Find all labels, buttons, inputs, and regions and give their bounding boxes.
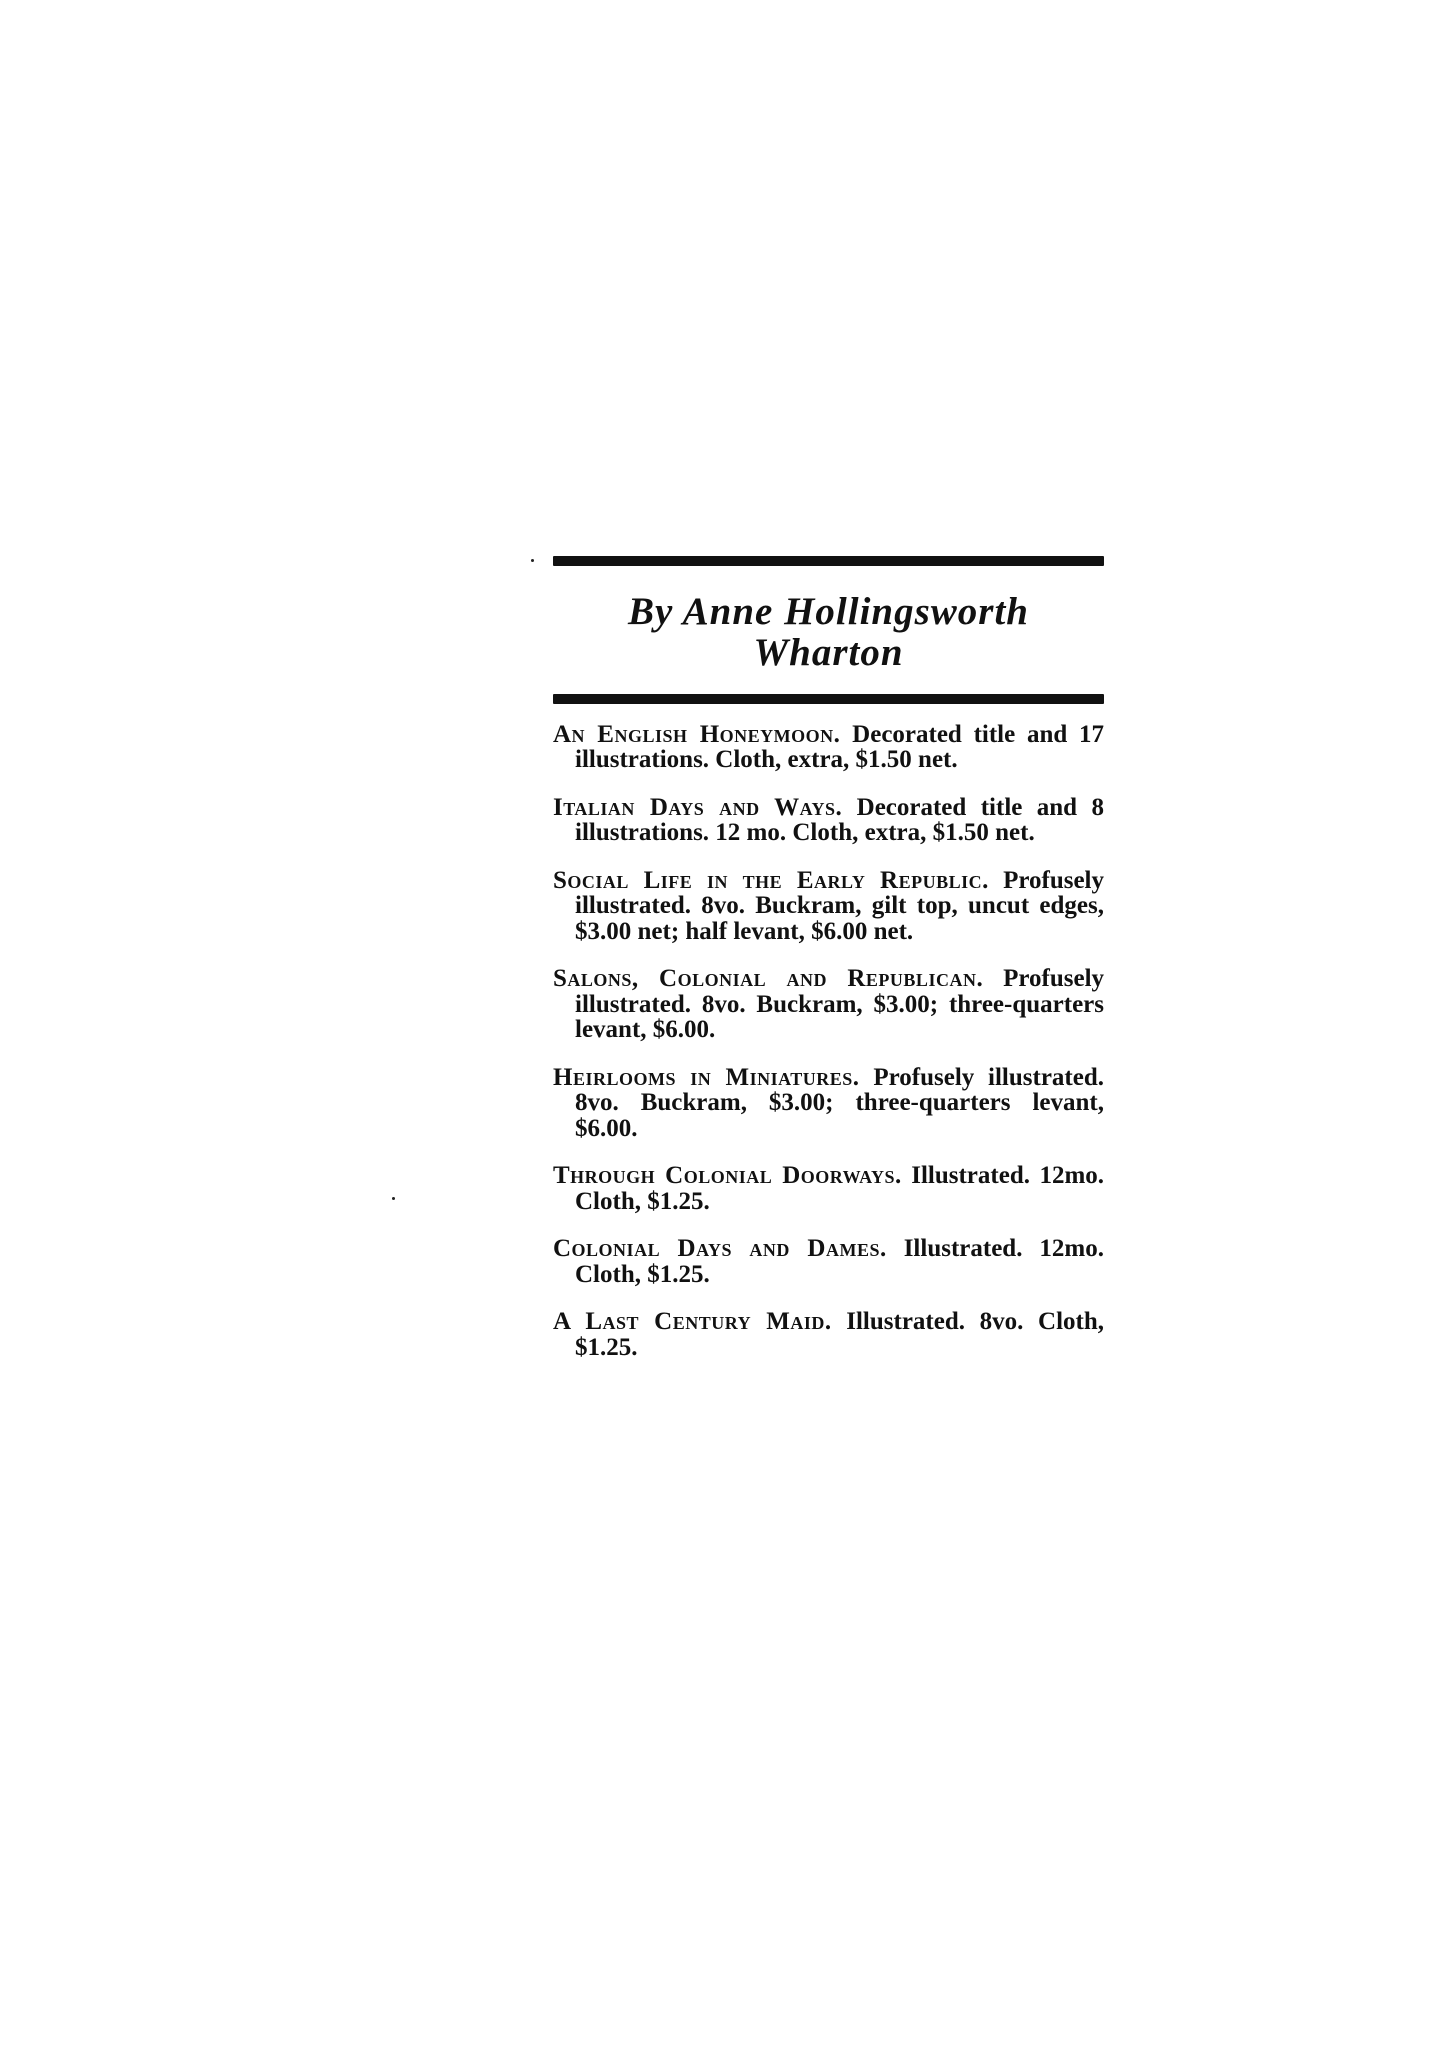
book-details: Profusely illustrated. 8vo. Buckram, $3.00; three-quarters levant, $6.00. (575, 1063, 1104, 1142)
ink-speck (531, 559, 534, 562)
book-details: Profusely illustrated. 8vo. Buckram, gilt top, uncut edges, $3.00 net; half levant, $6.00 net. (575, 866, 1104, 945)
book-title: A Last Century Maid. (553, 1308, 832, 1336)
book-details: Illustrated. 12mo. Cloth, $1.25. (575, 1162, 1105, 1215)
book-details: Illustrated. 8vo. Cloth, $1.25. (575, 1308, 1104, 1361)
book-entry (553, 868, 1104, 945)
book-details: Decorated title and 17 illustrations. Cloth, extra, $1.50 net. (575, 720, 1104, 774)
top-rule (553, 556, 1104, 566)
advertisement-block (553, 556, 1104, 1382)
book-title: An English Honeymoon. (553, 720, 841, 748)
book-details: Profusely illustrated. 8vo. Buckram, $3.00; three-quarters levant, $6.00. (575, 965, 1105, 1044)
book-entry (553, 1236, 1104, 1287)
book-title: Salons, Colonial and Republican. (553, 965, 984, 993)
book-details: Decorated title and 8 illustrations. 12 mo. Cloth, extra, $1.50 net. (575, 793, 1104, 847)
book-entry (553, 966, 1104, 1043)
bottom-rule (553, 694, 1104, 704)
book-details: Illustrated. 12mo. Cloth, $1.25. (575, 1235, 1105, 1288)
book-title: Heirlooms in Miniatures. (553, 1063, 860, 1091)
book-entry (553, 1163, 1104, 1214)
book-entry (553, 1309, 1104, 1360)
book-entry (553, 795, 1104, 846)
book-entry (553, 722, 1104, 773)
book-title: Social Life in the Early Republic. (553, 866, 989, 894)
author-heading: By Anne Hollingsworth Wharton (627, 590, 1029, 674)
book-entry (553, 1065, 1104, 1142)
ink-speck (392, 1197, 395, 1200)
book-title: Italian Days and Ways. (553, 793, 843, 821)
book-title: Through Colonial Doorways. (553, 1162, 902, 1190)
book-list (553, 722, 1104, 1361)
book-title: Colonial Days and Dames. (553, 1235, 887, 1263)
